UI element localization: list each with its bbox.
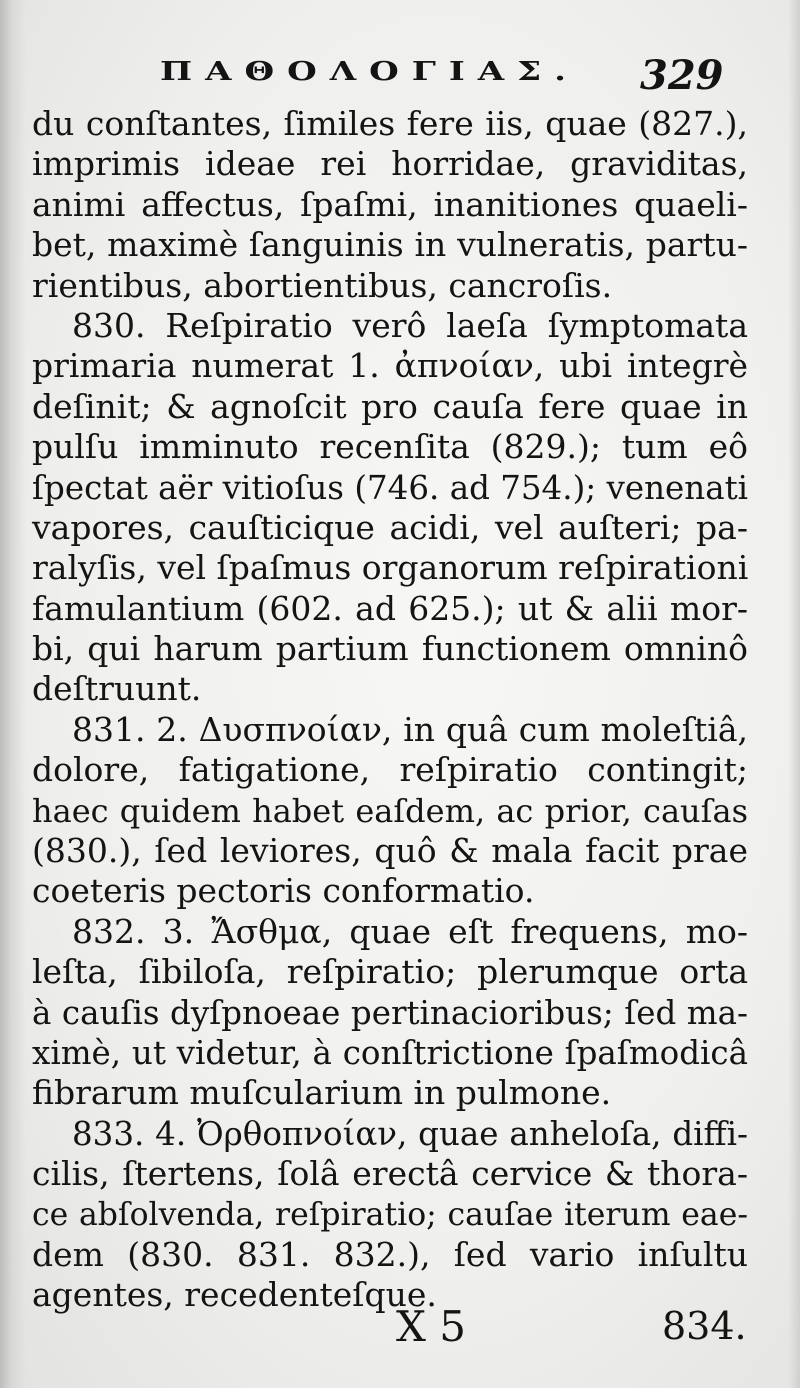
text-line: coeteris pectoris conformatio. — [32, 871, 535, 911]
running-head: ΠΑΘΟΛΟΓΙΑΣ. — [160, 56, 580, 88]
text-line: bet, maximè ſanguinis in vulneratis, partu- — [32, 225, 748, 265]
text-line: fibrarum muſcularium in pulmone. — [32, 1073, 612, 1113]
text-line: imprimis ideae rei horridae, graviditas, — [32, 144, 748, 184]
text-line: bi, qui harum partium functionem omninô — [32, 629, 748, 669]
text-line: à cauſis dyſpnoeae pertinacioribus; ſed ma- — [32, 993, 748, 1032]
page-footer — [0, 1294, 800, 1354]
text-line: pulſu imminuto recenſita (829.); tum eô — [32, 427, 748, 467]
text-line: du conſtantes, ſimiles fere iis, quae (827.), — [32, 104, 748, 143]
text-line: famulantium (602. ad 625.); ut & alii mor- — [32, 588, 748, 628]
signature-mark: X 5 — [396, 1302, 466, 1351]
page-number: 329 — [640, 52, 724, 99]
text-line: dem (830. 831. 832.), ſed vario inſultu — [32, 1234, 748, 1274]
text-line: rientibus, abortientibus, cancroſis. — [32, 265, 613, 305]
text-line: leſta, ſibiloſa, reſpiratio; plerumque orta — [32, 952, 748, 992]
text-line: deſtruunt. — [32, 669, 202, 709]
text-line: ximè, ut videtur, à conſtrictione ſpaſmodicâ — [32, 1033, 748, 1072]
catchword: 834. — [662, 1304, 747, 1348]
body-text — [32, 104, 748, 1316]
text-line: deſinit; & agnoſcit pro cauſa fere quae in — [32, 386, 748, 426]
text-line: primaria numerat 1. ἀπνοίαν, ubi integrè — [32, 346, 748, 386]
page-edge-shadow — [788, 0, 800, 1388]
text-line: (830.), ſed leviores, quô & mala facit prae — [32, 831, 748, 871]
text-line: ralyſis, vel ſpaſmus organorum reſpirationi — [32, 548, 749, 588]
text-line: dolore, fatigatione, reſpiratio contingit; — [32, 750, 748, 790]
text-line: vapores, cauſticique acidi, vel auſteri; pa- — [32, 507, 748, 547]
text-line: haec quidem habet eaſdem, ac prior, cauſas — [32, 791, 748, 830]
page-header — [0, 52, 800, 102]
text-line: 832. 3. Ἄσθμα, quae eſt frequens, mo- — [72, 911, 748, 951]
text-line: 831. 2. Δυσπνοίαν, in quâ cum moleſtiâ, — [72, 709, 748, 749]
text-line: ce abſolvenda, reſpiratio; cauſae iterum eae- — [32, 1196, 748, 1233]
text-line: 833. 4. Ὀρθοπνοίαν, quae anheloſa, diffi- — [72, 1114, 748, 1153]
text-line: 830. Reſpiratio verô laeſa ſymptomata — [72, 305, 748, 345]
text-line: cilis, ſtertens, ſolâ erectâ cervice & thora- — [32, 1154, 748, 1194]
gutter-shadow — [0, 0, 26, 1388]
text-line: animi affectus, ſpaſmi, inanitiones quaeli- — [32, 184, 748, 224]
text-line: agentes, recedenteſque. — [32, 1275, 437, 1315]
text-line: ſpectat aër vitioſus (746. ad 754.); venenati — [32, 468, 749, 507]
